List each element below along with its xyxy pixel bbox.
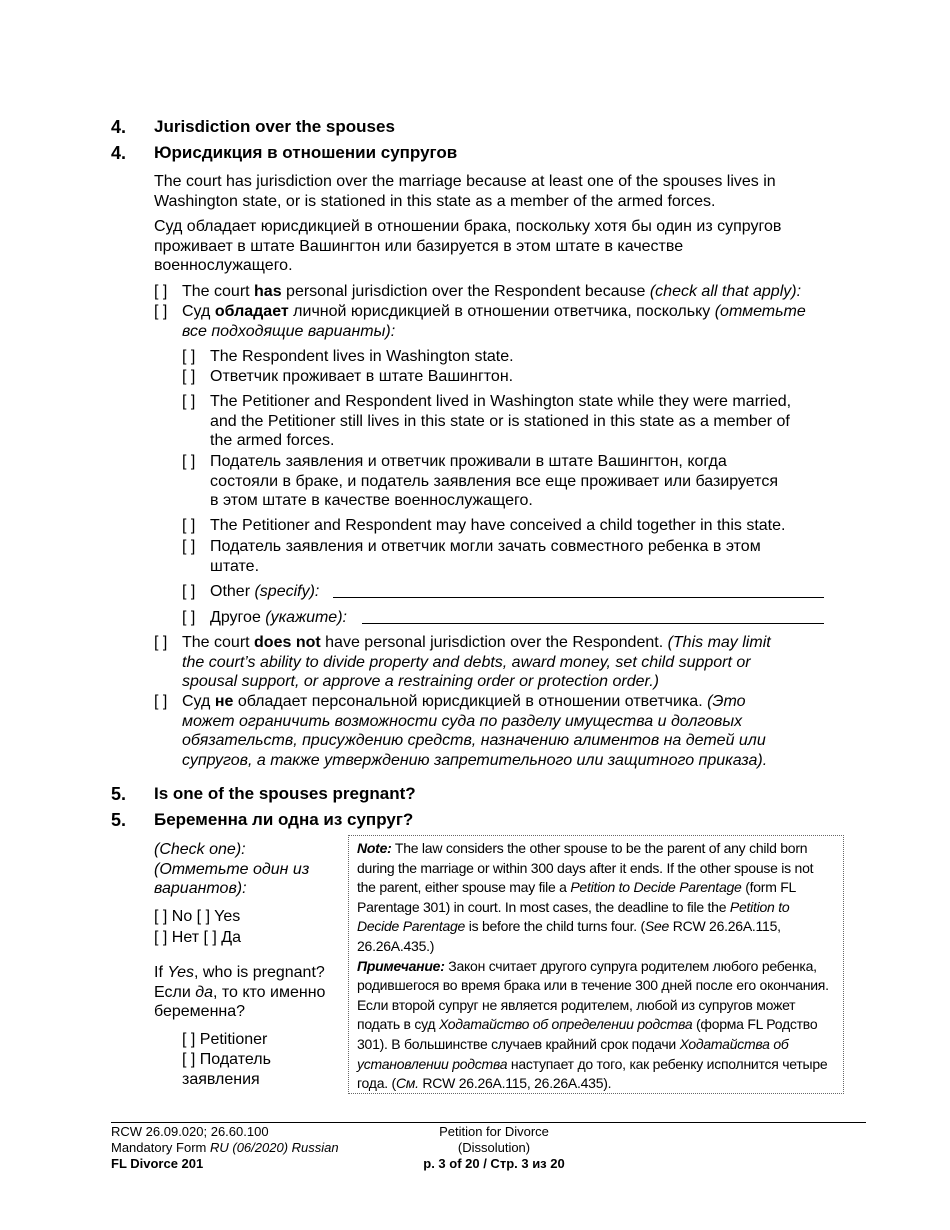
footer-page-number: p. 3 of 20 / Стр. 3 из 20 (423, 1156, 565, 1171)
no-jurisdiction-checkbox[interactable]: [ ] (154, 634, 168, 651)
other-specify-line-ru[interactable] (362, 623, 824, 624)
intro-paragraph-en: The court has jurisdiction over the marriage because at least one of the spouses lives in Washington state, or is stationed in this state as a member of the armed forces. (154, 173, 776, 210)
has-jurisdiction-checkbox[interactable]: [ ] (154, 283, 168, 300)
option-other-checkbox[interactable]: [ ] (182, 583, 196, 600)
section-4-title-en: Jurisdiction over the spouses (154, 117, 395, 136)
other-specify-line[interactable] (333, 597, 824, 598)
has-jurisdiction-label-ru: Суд обладает личной юрисдикцией в отношении ответчика, поскольку (отметьте все подходящие варианты): (182, 303, 806, 340)
has-jurisdiction-checkbox-ru[interactable]: [ ] (154, 303, 168, 320)
no-yes-checkboxes-en[interactable]: [ ] No [ ] Yes (154, 908, 241, 925)
section-5-title-en: Is one of the spouses pregnant? (154, 784, 416, 803)
parentage-note-box (348, 835, 844, 1094)
section-4-title-ru: Юрисдикция в отношении супругов (154, 143, 458, 162)
section-4-number: 4. (111, 117, 127, 137)
option-conceived-child-checkbox-ru[interactable]: [ ] (182, 538, 196, 555)
option-conceived-child-ru: Податель заявления и ответчик могли зачать совместного ребенка в этом штате. (210, 538, 761, 575)
no-jurisdiction-checkbox-ru[interactable]: [ ] (154, 693, 168, 710)
has-jurisdiction-label-en: The court has personal jurisdiction over the Respondent because (check all that apply): (182, 283, 802, 300)
option-lived-married-en: The Petitioner and Respondent lived in Washington state while they were married, and the Petitioner still lives in this state or is stationed in this state as a member of the armed forces. (210, 393, 792, 449)
footer-rcw: RCW 26.09.020; 26.60.100 (111, 1124, 269, 1139)
no-yes-checkboxes-ru[interactable]: [ ] Нет [ ] Да (154, 929, 241, 946)
option-respondent-lives-en: The Respondent lives in Washington state. (210, 348, 514, 365)
option-lived-married-checkbox[interactable]: [ ] (182, 393, 196, 410)
section-5-number: 5. (111, 784, 127, 804)
option-respondent-lives-ru: Ответчик проживает в штате Вашингтон. (210, 368, 514, 385)
section-4-number-ru: 4. (111, 143, 127, 163)
intro-paragraph-ru: Суд обладает юрисдикцией в отношении брака, поскольку хотя бы один из супругов проживает в штате Вашингтон или базируется в этом штате в качестве военнослужащего. (154, 218, 782, 274)
footer-rule (111, 1122, 866, 1123)
no-jurisdiction-label-ru: Суд не обладает персональной юрисдикцией в отношении ответчика. (Это может ограничить возможности суда по разделу имущества и долговых обязательств, присуждению средств, назначению алиментов на детей или супругов, а также утверждению запретительного или защитного приказа). (182, 693, 768, 769)
note-en: Note: The law considers the other spouse to be the parent of any child born during the marriage or within 300 days after it ends. If the other spouse is not the parent, either spouse may file a Petition to Decide Parentage (form FL Parentage 301) in court. In most cases, the deadline to file the Petition to Decide Parentage is before the child turns four. (See RCW 26.26A.115, 26.26A.435.) (357, 840, 814, 954)
footer-form-number: FL Divorce 201 (111, 1156, 204, 1171)
footer-mandatory-form: Mandatory Form RU (06/2020) Russian (111, 1140, 339, 1155)
who-pregnant-label: If Yes, who is pregnant? Если да, то кто именно беременна? (154, 964, 326, 1020)
note-ru: Примечание: Закон считает другого супруга родителем любого ребенка, родившегося во время брака или в течение 300 дней после его окончания. Если второй супруг не является родителем, любой из супругов может подать в суд Ходатайство об определении родства (форма FL Родство 301). В большинстве случаев крайний срок подачи Ходатайства об установлении родства наступает до того, как ребенку исполнится четыре года. (См. RCW 26.26A.115, 26.26A.435). (357, 957, 829, 1092)
petitioner-checkbox-ru[interactable]: [ ] Податель заявления (182, 1051, 271, 1088)
footer-title: Petition for Divorce (Dissolution) p. 3 of 20 / Стр. 3 из 20 (374, 1124, 614, 1172)
section-5-title-ru: Беременна ли одна из супруг? (154, 810, 414, 829)
option-conceived-child-checkbox[interactable]: [ ] (182, 517, 196, 534)
option-lived-married-checkbox-ru[interactable]: [ ] (182, 453, 196, 470)
option-lived-married-ru: Податель заявления и ответчик проживали в штате Вашингтон, когда состояли в браке, и податель заявления все еще проживает или базируется в этом штате в качестве военнослужащего. (210, 453, 778, 509)
option-other-label-en: Other (specify): (210, 583, 320, 600)
option-conceived-child-en: The Petitioner and Respondent may have conceived a child together in this state. (210, 517, 786, 534)
option-respondent-lives-checkbox-ru[interactable]: [ ] (182, 368, 196, 385)
petitioner-checkbox-en[interactable]: [ ] Petitioner (182, 1031, 268, 1048)
option-other-checkbox-ru[interactable]: [ ] (182, 609, 196, 626)
check-one-label: (Check one): (Отметьте один из вариантов): (154, 841, 310, 897)
option-respondent-lives-checkbox[interactable]: [ ] (182, 348, 196, 365)
option-other-label-ru: Другое (укажите): (210, 609, 347, 626)
section-5-number-ru: 5. (111, 810, 127, 830)
no-jurisdiction-label-en: The court does not have personal jurisdiction over the Respondent. (This may limit the court’s ability to divide property and debts, award money, set child support or spousal support, or approve a restraining order or protection order.) (182, 634, 771, 690)
